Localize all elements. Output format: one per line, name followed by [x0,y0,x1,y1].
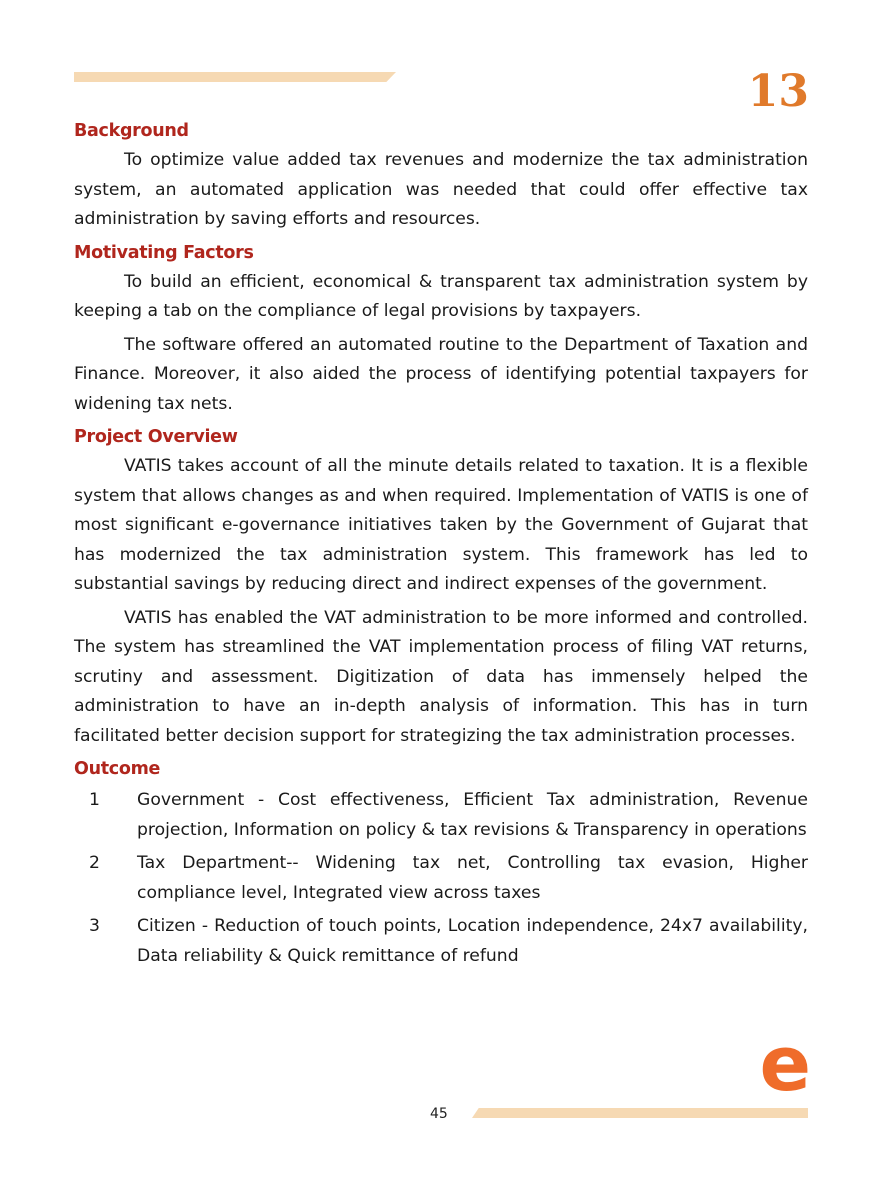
section-motivating-factors [74,239,808,420]
section-outcome [74,755,808,971]
outcome-list [74,786,808,971]
item-text: Citizen - Reduction of touch points, Location independence, 24x7 availability, Data reliability & Quick remittance of refund [137,916,808,966]
item-number: 2 [89,853,100,873]
item-text: Tax Department-- Widening tax net, Controlling tax evasion, Higher compliance level, Integrated view across taxes [137,853,808,903]
paragraph: To build an efficient, economical & transparent tax administration system by keeping a tab on the compliance of legal provisions by taxpayers. [74,271,808,321]
section-background [74,117,808,235]
page-content [74,117,808,975]
paragraph: VATIS takes account of all the minute details related to taxation. It is a flexible system that allows changes as and when required. Implementation of VATIS is one of most significant e-governance initiatives taken by the Government of Gujarat that has modernized the tax administration system. This framework has led to substantial savings by reducing direct and indirect expenses of the government. [74,456,808,594]
paragraph: To optimize value added tax revenues and modernize the tax administration system, an automated application was needed that could offer effective tax administration by saving efforts and resources. [74,150,808,229]
top-decorative-bar [74,72,396,82]
section-heading: Outcome [74,759,161,779]
paragraph: The software offered an automated routine to the Department of Taxation and Finance. Moreover, it also aided the process of identifying potential taxpayers for widening tax nets. [74,334,808,414]
chapter-number: 13 [747,66,809,117]
item-number: 3 [89,916,100,936]
section-heading: Motivating Factors [74,242,254,263]
list-item [74,786,808,845]
page-number: 45 [430,1106,448,1122]
section-project-overview [74,423,808,751]
item-text: Government - Cost effectiveness, Efficient Tax administration, Revenue projection, Information on policy & tax revisions & Transparency in operations [137,790,808,840]
section-heading: Project Overview [74,427,238,447]
list-item [74,912,808,971]
bottom-decorative-bar [472,1108,808,1118]
e-logo-icon: e [759,1019,811,1108]
paragraph: VATIS has enabled the VAT administration to be more informed and controlled. The system has streamlined the VAT implementation process of filing VAT returns, scrutiny and assessment. Digitization of data has immensely helped the administration to have an in-depth analysis of information. This has in turn facilitated better decision support for strategizing the tax administration processes. [74,607,808,746]
item-number: 1 [89,790,100,810]
list-item [74,849,808,908]
section-heading: Background [74,121,189,141]
